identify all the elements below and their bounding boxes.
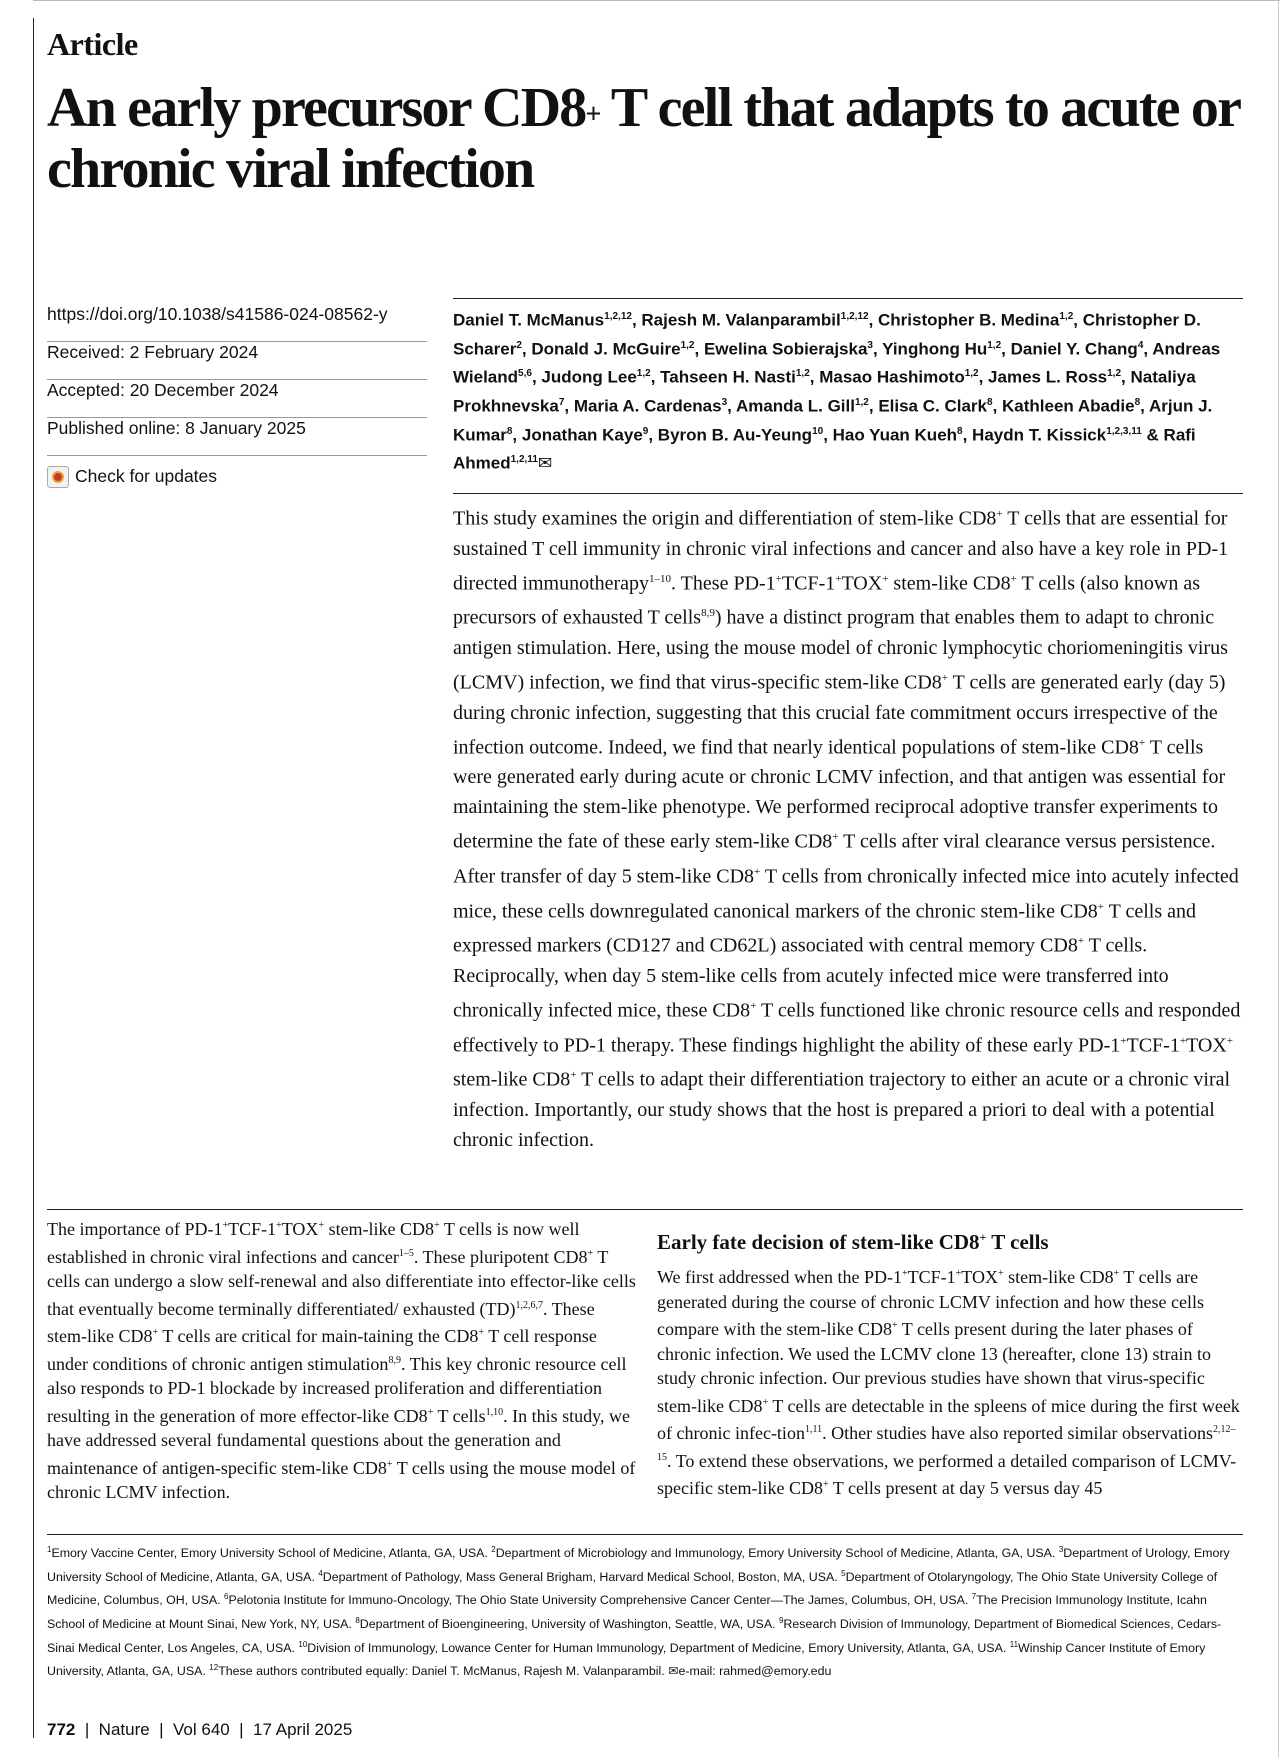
journal-info: | Nature | Vol 640 | 17 April 2025 (75, 1720, 353, 1739)
crossmark-icon (47, 466, 69, 488)
author-list: Daniel T. McManus$^{1,2,12}$, Rajesh M. Valanparambil$^{1,2,12}$, Christopher B. Medina$^{1,2}$, Christopher D. Scharer$^2$, Donald J. McGuire$^{1,2}$, Ewelina Sobierajska$^3$, Yinghong Hu$^{1,2}$, Daniel Y. Chang$^4$, Andreas Wieland$^{5,6}$, Judong Lee$^{1,2}$, Tahseen H. Nasti$^{1,2}$, Masao Hashimoto$^{1,2}$, James L. Ross$^{1,2}$, Nataliya Prokhnevska$^7$, Maria A. Cardenas$^3$, Amanda L. Gill$^{1,2}$, Elisa C. Clark$^8$, Kathleen Abadie$^8$, Arjun J. Kumar$^8$, Jonathan Kaye$^9$, Byron B. Au-Yeung$^{10}$, Hao Yuan Kueh$^8$, Haydn T. Kissick$^{1,2,3,11}$ & Rafi Ahmed$^{1,2,11}$✉ (453, 310, 1221, 473)
published-date: Published online: 8 January 2025 (47, 418, 427, 456)
abstract: This study examines the origin and differentiation of stem-like CD8+ T cells that are essential for sustained T cell immunity in chronic viral infections and cancer and also have a key role in PD-1 directed immunotherapy$^{1-10}$. These PD-1+TCF-1+TOX+ stem-like CD8+ T cells (also known as precursors of exhausted T cells$^{8,9}$) have a distinct program that enables them to adapt to chronic antigen stimulation. Here, using the mouse model of chronic lymphocytic choriomeningitis virus (LCMV) infection, we find that virus-specific stem-like CD8+ T cells are generated early (day 5) during chronic infection, suggesting that this crucial fate commitment occurs irrespective of the infection outcome. Indeed, we find that nearly identical populations of stem-like CD8+ T cells were generated early during acute or chronic LCMV infection, and that antigen was essential for maintaining the stem-like phenotype. We performed reciprocal adoptive transfer experiments to determine the fate of these early stem-like CD8+ T cells after viral clearance versus persistence. After transfer of day 5 stem-like CD8+ T cells from chronically infected mice into acutely infected mice, these cells downregulated canonical markers of the chronic stem-like CD8+ T cells and expressed markers (CD127 and CD62L) associated with central memory CD8+ T cells. Reciprocally, when day 5 stem-like cells from acutely infected mice were transferred into chronically infected mice, these CD8+ T cells functioned like chronic resource cells and responded effectively to PD-1 therapy. These findings highlight the ability of these early PD-1+TCF-1+TOX+ stem-like CD8+ T cells to adapt their differentiation trajectory to either an acute or a chronic viral infection. Importantly, our study shows that the host is prepared a priori to deal with a potential chronic infection. (453, 507, 1241, 1151)
intro-paragraph: The importance of PD-1+TCF-1+TOX+ stem-like CD8+ T cells is now well established in chronic viral infections and cancer$^{1-5}$. These pluripotent CD8+ T cells can undergo a slow self-renewal and also differentiate into effector-like cells that eventually become terminally differentiated/ exhausted (TD)$^{1,2,6,7}$. These stem-like CD8+ T cells are critical for main-taining the CD8+ T cell response under conditions of chronic antigen stimulation$^{8,9}$. This key chronic resource cell also responds to PD-1 blockade by increased proliferation and differentiation resulting in the generation of more effector-like CD8+ T cells$^{1,10}$. In this study, we have addressed several fundamental questions about the generation and maintenance of antigen-specific stem-like CD8+ T cells using the mouse model of chronic LCMV infection. (47, 1219, 636, 1502)
article-title: An early precursor CD8+ T cell that adapts to acute or chronic viral infection (47, 77, 1240, 200)
article-metadata (47, 304, 427, 495)
received-date: Received: 2 February 2024 (47, 342, 427, 380)
page-footer (47, 1720, 352, 1740)
check-updates-label: Check for updates (75, 466, 218, 486)
doi-link[interactable]: https://doi.org/10.1038/s41586-024-08562-y (47, 304, 427, 342)
body-rule (47, 1209, 1243, 1210)
check-updates-button[interactable] (47, 456, 427, 495)
top-edge-rule (33, 0, 1280, 1)
section-heading: Early fate decision of stem-like CD8+ T cells (657, 1230, 1049, 1254)
section-paragraph: We first addressed when the PD-1+TCF-1+TOX+ stem-like CD8+ T cells are generated during the course of chronic LCMV infection and how these cells compare with the stem-like CD8+ T cells present during the later phases of chronic infection. We used the LCMV clone 13 (hereafter, clone 13) strain to study chronic infection. Our previous studies have shown that virus-specific stem-like CD8+ T cells are detectable in the spleens of mice during the first week of chronic infec-tion$^{1,11}$. Other studies have also reported similar observations$^{2,12-15}$. To extend these observations, we performed a detailed comparison of LCMV-specific stem-like CD8+ T cells present at day 5 versus day 45 (657, 1267, 1240, 1498)
right-edge-rule (1278, 0, 1279, 1758)
page-number: 772 (47, 1720, 76, 1739)
accepted-date: Accepted: 20 December 2024 (47, 380, 427, 418)
affiliations-rule (47, 1534, 1243, 1535)
authors-rule (453, 298, 1243, 299)
affiliations: $^1$Emory Vaccine Center, Emory University School of Medicine, Atlanta, GA, USA. $^2$Department of Microbiology and Immunology, Emory University School of Medicine, Atlanta, GA, USA. $^3$Department of Urology, Emory University School of Medicine, Atlanta, GA, USA. $^4$Department of Pathology, Mass General Brigham, Harvard Medical School, Boston, MA, USA. $^5$Department of Otolaryngology, The Ohio State University College of Medicine, Columbus, OH, USA. $^6$Pelotonia Institute for Immuno-Oncology, The Ohio State University Comprehensive Cancer Center—The James, Columbus, OH, USA. $^7$The Precision Immunology Institute, Icahn School of Medicine at Mount Sinai, New York, NY, USA. $^8$Department of Bioengineering, University of Washington, Seattle, WA, USA. $^9$Research Division of Immunology, Department of Biomedical Sciences, Cedars-Sinai Medical Center, Los Angeles, CA, USA. $^{10}$Division of Immunology, Lowance Center for Human Immunology, Department of Medicine, Emory University, Atlanta, GA, USA. $^{11}$Winship Cancer Institute of Emory University, Atlanta, GA, USA. $^{12}$These authors contributed equally: Daniel T. McManus, Rajesh M. Valanparambil. ✉e-mail: rahmed@emory.edu (47, 1545, 1230, 1679)
left-margin-rule (33, 18, 34, 1738)
article-type-label: Article (47, 26, 138, 62)
abstract-rule (453, 493, 1243, 494)
